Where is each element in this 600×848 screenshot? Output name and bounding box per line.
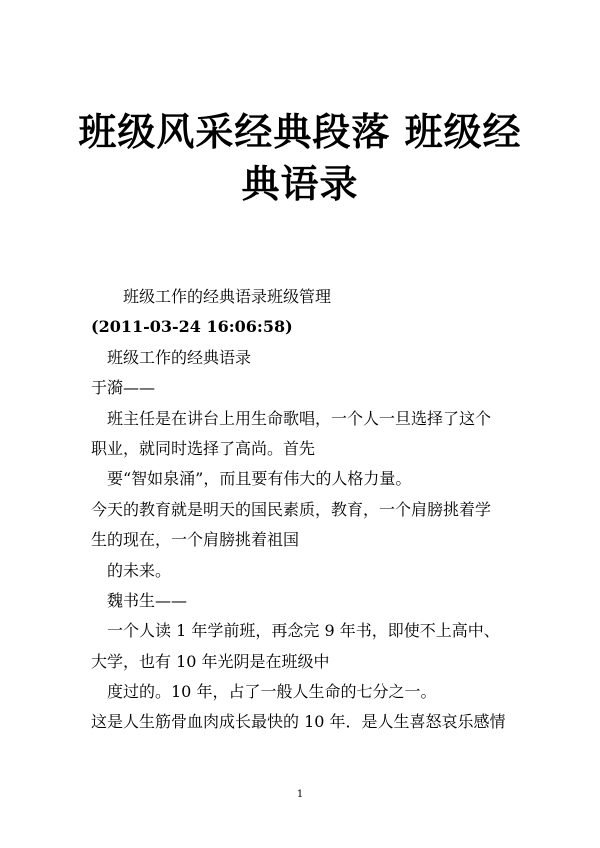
text-line: (2011-03-24 16:06:58) — [91, 317, 293, 337]
text-line: 今天的教育就是明天的国民素质，教育，一个肩膀挑着学 — [91, 499, 492, 519]
page-number: 1 — [296, 789, 304, 800]
text-line: 班级工作的经典语录班级管理 — [123, 287, 332, 306]
text-line: 班主任是在讲台上用生命歌唱，一个人一旦选择了这个 — [107, 408, 492, 428]
title-line-1: 班级风采经典段落 班级经 — [78, 109, 522, 154]
text-line: 这是人生筋骨血肉成长最快的 10 年．是人生喜怒哀乐感情 — [91, 712, 506, 732]
text-line: 职业，就同时选择了高尚。首先 — [91, 438, 316, 458]
text-line: 一个人读 1 年学前班，再念完 9 年书，即使不上高中、 — [107, 621, 500, 641]
text-line: 生的现在，一个肩膀挑着祖国 — [91, 530, 300, 550]
text-line: 度过的。10 年，占了一般人生命的七分之一。 — [107, 682, 437, 702]
text-line: 魏书生—— — [107, 590, 188, 610]
document-body — [91, 282, 521, 738]
text-line: 班级工作的经典语录 — [107, 347, 252, 367]
text-line: 的未来。 — [107, 560, 172, 580]
text-line: 于漪—— — [91, 378, 156, 398]
text-line: 要“智如泉涌”，而且要有伟大的人格力量。 — [107, 469, 412, 489]
text-line: 大学，也有 10 年光阴是在班级中 — [91, 651, 330, 671]
title-line-2: 典语录 — [241, 161, 359, 206]
document-title — [60, 106, 540, 210]
